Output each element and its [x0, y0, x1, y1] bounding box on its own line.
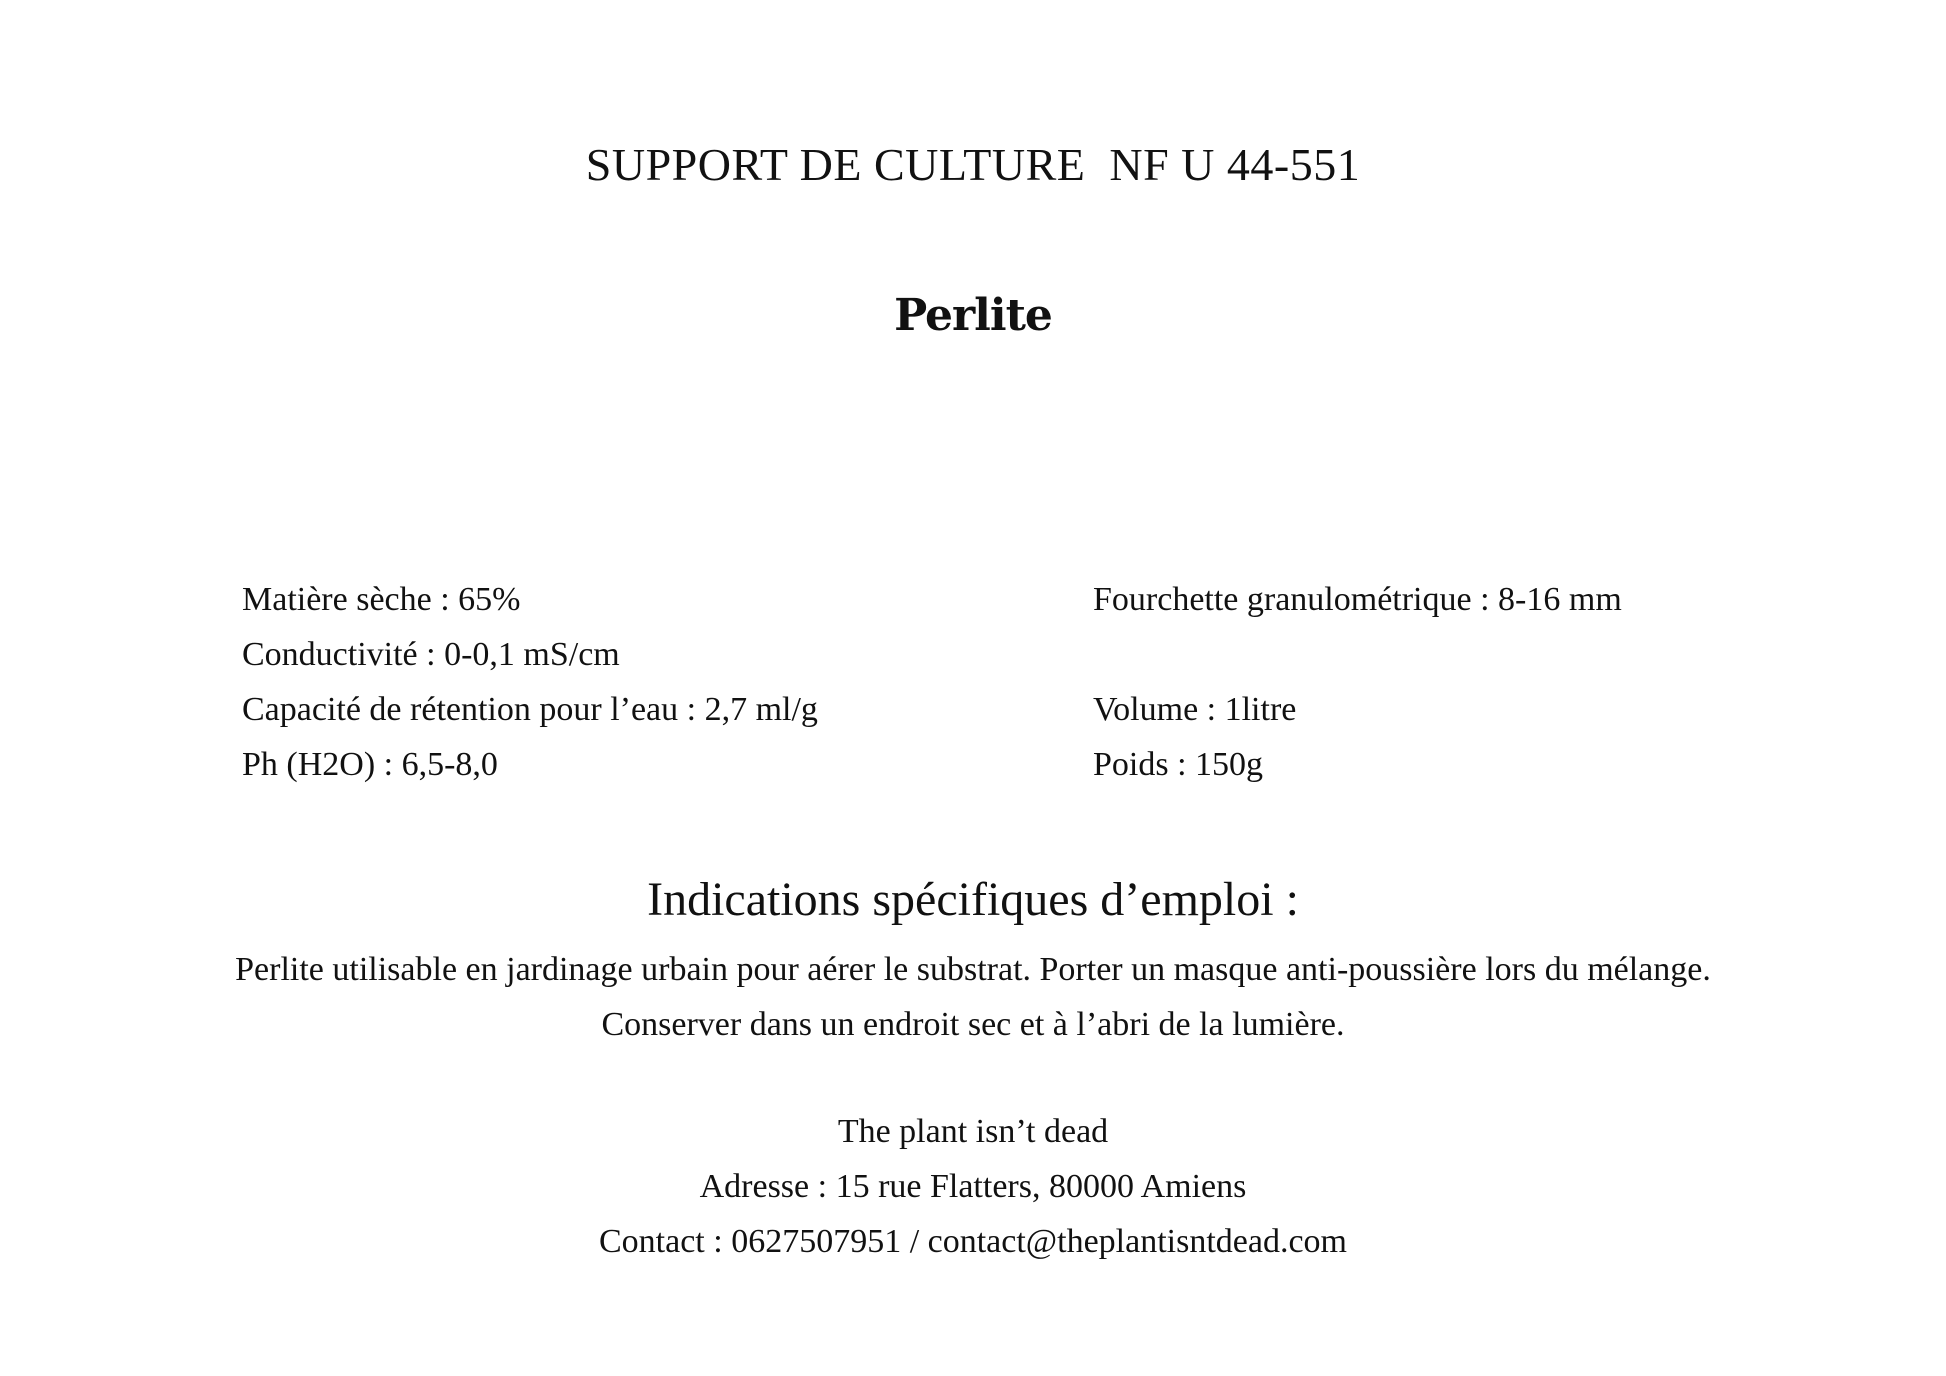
specs-left-column [242, 572, 818, 792]
spec-weight: Poids : 150g [1093, 746, 1264, 783]
spec-conductivity: Conductivité : 0-0,1 mS/cm [242, 636, 620, 673]
indications-heading: Indications spécifiques d’emploi : [647, 873, 1299, 926]
spec-blank-line [1093, 627, 1622, 682]
spec-volume: Volume : 1litre [1093, 691, 1297, 728]
product-name: Perlite [894, 290, 1052, 341]
spec-ph: Ph (H2O) : 6,5-8,0 [242, 746, 498, 783]
specs-right-column [1093, 572, 1622, 792]
company-name: The plant isn’t dead [837, 1113, 1109, 1150]
spec-water-retention: Capacité de rétention pour l’eau : 2,7 ml/g [242, 691, 818, 728]
standard-title: SUPPORT DE CULTURE NF U 44-551 [585, 139, 1361, 190]
indications-text: Perlite utilisable en jardinage urbain pour aérer le substrat. Porter un masque anti-poussière lors du mélange. Conserver dans un endroit sec et à l’abri de la lumière. [235, 951, 1711, 1043]
company-address: Adresse : 15 rue Flatters, 80000 Amiens [699, 1168, 1247, 1205]
spec-dry-matter: Matière sèche : 65% [242, 581, 521, 618]
spec-granulometry: Fourchette granulométrique : 8-16 mm [1093, 581, 1622, 618]
company-contact: Contact : 0627507951 / contact@theplantisntdead.com [599, 1223, 1347, 1260]
company-info [0, 1104, 1946, 1269]
